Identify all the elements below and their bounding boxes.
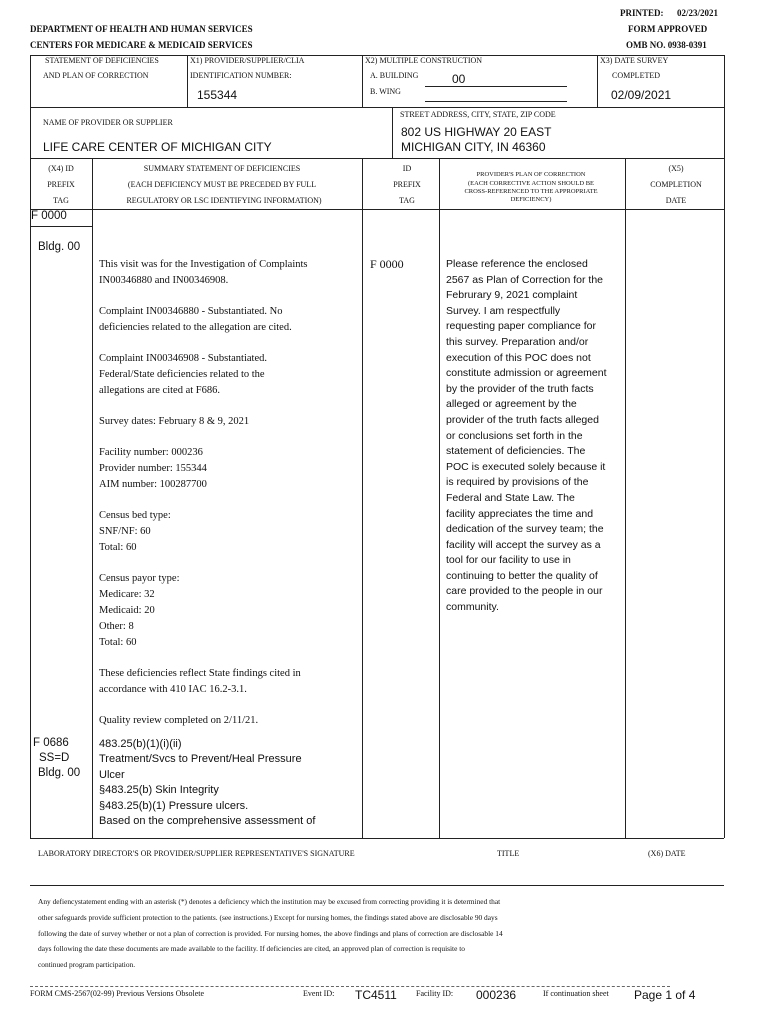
summary-line: accordance with 410 IAC 16.2-3.1.	[99, 684, 247, 695]
plan-header-4: DEFICIENCY)	[510, 196, 552, 203]
summary-line: Survey dates: February 8 & 9, 2021	[99, 416, 250, 427]
disclaimer-line: other safeguards provide sufficient protection to the patients. (see instructions.) Except for nursing homes, the findings stated above are disclosable 90 days	[38, 912, 498, 922]
summary-header-2: (EACH DEFICIENCY MUST BE PRECEDED BY FULL	[127, 180, 317, 189]
summary-paragraph	[99, 666, 361, 698]
address-line2: MICHIGAN CITY, IN 46360	[401, 140, 546, 154]
plan-line: community.	[446, 601, 499, 614]
summary-paragraph	[99, 304, 361, 336]
plan-of-correction	[446, 257, 624, 616]
plan-line: care provided to the people in our	[446, 585, 603, 598]
summary-line: Complaint IN00346908 - Substantiated.	[99, 353, 267, 364]
id-prefix-header: PREFIX	[393, 180, 421, 189]
building-value: 00	[452, 72, 466, 86]
summary-line: SNF/NF: 60	[99, 526, 151, 537]
summary-line: Quality review completed on 2/11/21.	[99, 715, 259, 726]
summary-paragraph	[99, 351, 361, 399]
plan-line: or conclusions set forth in the	[446, 429, 583, 442]
summary-line: Total: 60	[99, 637, 137, 648]
summary-line: Medicare: 32	[99, 589, 155, 600]
summary-header-3: REGULATORY OR LSC IDENTIFYING INFORMATION)	[126, 196, 322, 205]
summary-paragraph	[99, 257, 361, 289]
disclaimer-line: days following the date these documents are made available to the facility. If deficiencies are cited, an approved plan of correction is requisite to	[38, 944, 465, 954]
summary-line: Medicaid: 20	[99, 605, 155, 616]
plan-line: Survey. I am respectfully	[446, 304, 561, 317]
statement-label: STATEMENT OF DEFICIENCIES	[45, 56, 159, 65]
wing-label: B. WING	[370, 87, 401, 96]
summary-header: SUMMARY STATEMENT OF DEFICIENCIES	[143, 164, 301, 173]
printed-label: PRINTED:	[620, 8, 664, 18]
summary-line: IN00346880 and IN00346908.	[99, 275, 229, 286]
form-number: FORM CMS-2567(02-99) Previous Versions Obsolete	[30, 989, 205, 998]
address-line1: 802 US HIGHWAY 20 EAST	[401, 125, 552, 139]
plan-line: by the provider of the truth facts	[446, 382, 594, 395]
summary-line: Census payor type:	[99, 573, 180, 584]
plan-header-3: CROSS-REFERENCED TO THE APPROPRIATE	[464, 188, 598, 195]
signature-label: LABORATORY DIRECTOR'S OR PROVIDER/SUPPLIER REPRESENTATIVE'S SIGNATURE	[38, 849, 355, 858]
f0686-line: §483.25(b) Skin Integrity	[99, 784, 219, 797]
plan-line: requesting paper compliance for	[446, 320, 597, 333]
summary-line: Total: 60	[99, 542, 137, 553]
plan-line: execution of this POC does not	[446, 351, 591, 364]
plan-line: dedication of the survey team; the	[446, 523, 604, 536]
provider-name-label: NAME OF PROVIDER OR SUPPLIER	[43, 118, 173, 127]
summary-line: Other: 8	[99, 621, 134, 632]
f0686-line: 483.25(b)(1)(i)(ii)	[99, 738, 182, 750]
f0686-text	[99, 737, 361, 829]
disclaimer-line: continued program participation.	[38, 960, 136, 970]
form-approved: FORM APPROVED	[628, 24, 708, 34]
plan-line: alleged or agreement by the	[446, 398, 577, 411]
plan-line: facility will accept the survey as a	[446, 538, 601, 551]
department-name: DEPARTMENT OF HEALTH AND HUMAN SERVICES	[30, 24, 253, 34]
page-number: Page 1 of 4	[634, 988, 696, 1002]
date-header: DATE	[665, 196, 687, 205]
plan-line: POC is executed solely because it	[446, 460, 606, 473]
plan-header: PROVIDER'S PLAN OF CORRECTION	[476, 171, 586, 178]
plan-line: continuing to better the quality of	[446, 569, 598, 582]
x4-prefix-header: PREFIX	[47, 180, 75, 189]
address-label: STREET ADDRESS, CITY, STATE, ZIP CODE	[400, 110, 556, 119]
tag-f0000: F 0000	[31, 210, 67, 222]
plan-line: Please reference the enclosed	[446, 258, 588, 270]
disclaimer	[38, 894, 728, 973]
summary-paragraph	[99, 713, 361, 729]
summary-paragraph	[99, 414, 361, 430]
tag-f0686: F 0686	[33, 737, 69, 749]
summary-line: This visit was for the Investigation of Complaints	[99, 259, 308, 270]
id-tag-header: TAG	[399, 196, 415, 205]
plan-correction-label: AND PLAN OF CORRECTION	[43, 71, 149, 80]
x1-id-label: IDENTIFICATION NUMBER:	[190, 71, 292, 80]
plan-line: Februrary 9, 2021 complaint	[446, 289, 578, 302]
summary-line: deficiencies related to the allegation are cited.	[99, 322, 292, 333]
summary-paragraph	[99, 508, 361, 556]
x4-tag-header: TAG	[53, 196, 69, 205]
x1-label: X1) PROVIDER/SUPPLIER/CLIA	[190, 56, 305, 65]
summary-statement	[99, 257, 361, 729]
plan-line: is required by provisions of the	[446, 476, 589, 489]
plan-line: this survey. Preparation and/or	[446, 335, 589, 348]
facility-id: 000236	[476, 988, 517, 1002]
x4-id-header: (X4) ID	[48, 164, 74, 173]
title-label: TITLE	[497, 849, 520, 858]
f0686-line: Ulcer	[99, 768, 125, 781]
summary-line: Census bed type:	[99, 510, 171, 521]
plan-line: provider of the truth facts alleged	[446, 413, 599, 426]
completed-label: COMPLETED	[612, 71, 660, 80]
provider-number: 155344	[197, 88, 238, 102]
summary-paragraph	[99, 571, 361, 651]
provider-name: LIFE CARE CENTER OF MICHIGAN CITY	[43, 140, 272, 154]
event-id: TC4511	[355, 988, 397, 1002]
summary-line: Complaint IN00346880 - Substantiated. No	[99, 306, 283, 317]
x2-label: X2) MULTIPLE CONSTRUCTION	[365, 56, 483, 65]
id-tag-f0000: F 0000	[370, 257, 404, 271]
summary-line: Provider number: 155344	[99, 463, 207, 474]
disclaimer-line: Any defiencystatement ending with an asterisk (*) denotes a deficiency which the institution may be excused from correcting providing it is determined that	[38, 897, 501, 906]
plan-line: Federal and State Law. The	[446, 491, 575, 504]
x6-date-label: (X6) DATE	[648, 849, 686, 858]
summary-line: Federal/State deficiencies related to the	[99, 369, 265, 380]
plan-line: statement of deficiencies. The	[446, 445, 586, 458]
summary-line: AIM number: 100287700	[99, 479, 207, 490]
plan-line: facility appreciates the time and	[446, 507, 594, 520]
summary-line: These deficiencies reflect State findings cited in	[99, 668, 301, 679]
summary-line: Facility number: 000236	[99, 447, 203, 458]
plan-line: 2567 as Plan of Correction for the	[446, 273, 604, 286]
bldg-00: Bldg. 00	[38, 241, 81, 253]
f0686-line: §483.25(b)(1) Pressure ulcers.	[99, 799, 249, 812]
bldg-00-f0686: Bldg. 00	[38, 767, 81, 779]
omb-number: OMB NO. 0938-0391	[626, 40, 707, 50]
plan-line: constitute admission or agreement	[446, 367, 607, 380]
x5-header: (X5)	[668, 164, 684, 173]
continuation-label: If continuation sheet	[543, 989, 609, 998]
survey-date: 02/09/2021	[611, 88, 672, 102]
x3-label: X3) DATE SURVEY	[600, 56, 669, 65]
printed-date: 02/23/2021	[677, 8, 719, 18]
f0686-line: Based on the comprehensive assessment of	[99, 815, 316, 828]
summary-paragraph	[99, 445, 361, 493]
summary-line: allegations are cited at F686.	[99, 385, 221, 396]
completion-header: COMPLETION	[650, 180, 702, 189]
id-header: ID	[402, 164, 412, 173]
plan-line: tool for our facility to use in	[446, 554, 571, 567]
plan-header-2: (EACH CORRECTIVE ACTION SHOULD BE	[467, 180, 595, 187]
f0686-line: Treatment/Svcs to Prevent/Heal Pressure	[99, 753, 302, 766]
event-id-label: Event ID:	[303, 989, 335, 998]
centers-name: CENTERS FOR MEDICARE & MEDICAID SERVICES	[30, 40, 253, 50]
facility-id-label: Facility ID:	[416, 989, 454, 998]
scope-severity: SS=D	[39, 752, 70, 764]
building-label: A. BUILDING	[370, 71, 419, 80]
disclaimer-line: following the date of survey whether or not a plan of correction is provided. For nursing homes, the above findings and plans of correction are disclosable 14	[38, 928, 503, 938]
